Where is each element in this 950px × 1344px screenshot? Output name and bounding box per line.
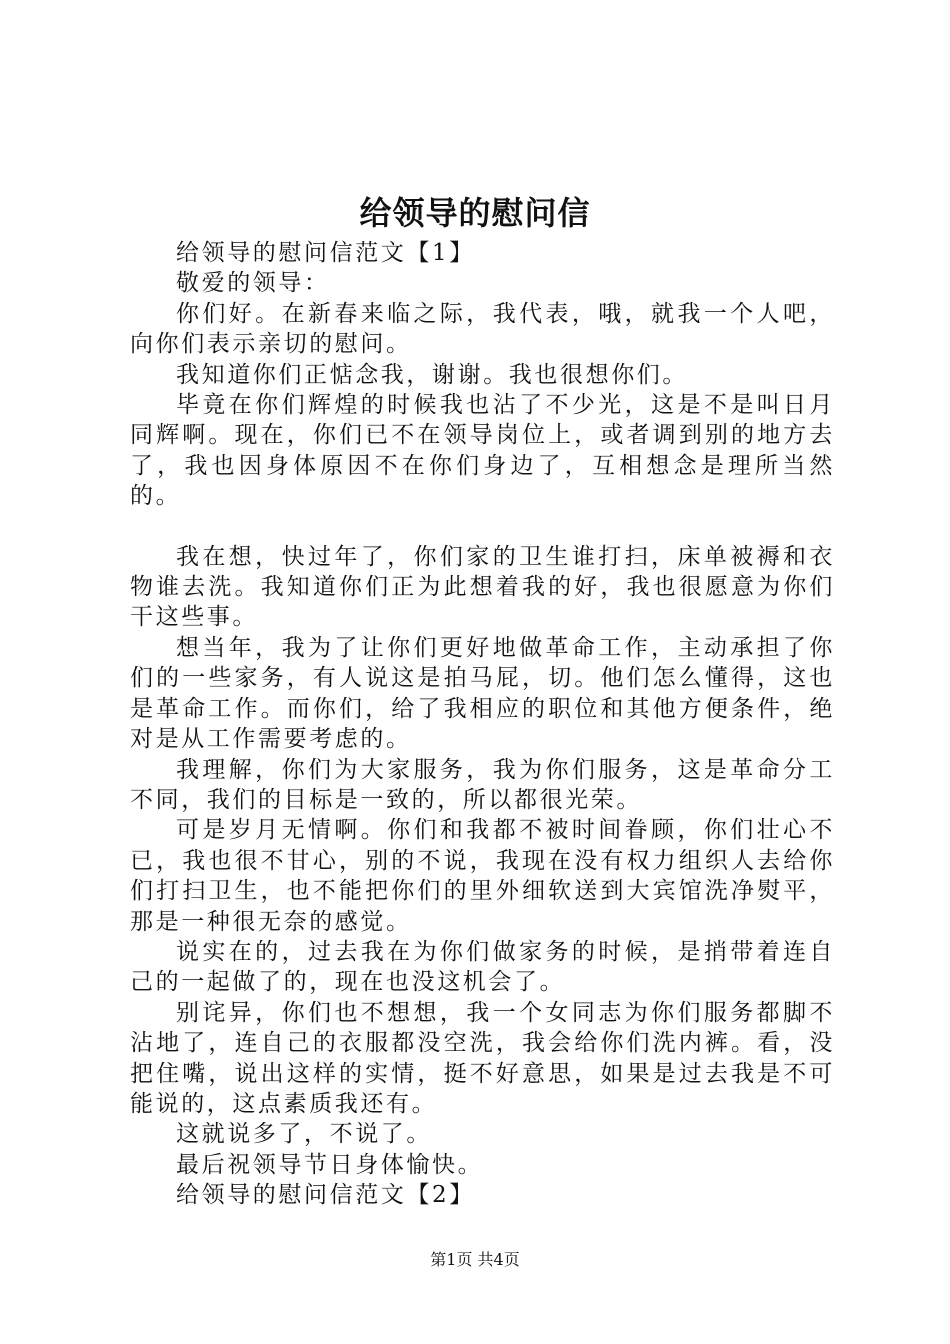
paragraph: 毕竟在你们辉煌的时候我也沾了不少光，这是不是叫日月同辉啊。现在，你们已不在领导岗位上，或者调到别的地方去了，我也因身体原因不在你们身边了，互相想念是理所当然的。 [130,392,835,510]
document-body [130,238,835,1211]
paragraph: 想当年，我为了让你们更好地做革命工作，主动承担了你们的一些家务，有人说这是拍马屁，切。他们怎么懂得，这也是革命工作。而你们，给了我相应的职位和其他方便条件，绝对是从工作需要考虑的。 [130,634,835,753]
paragraph: 这就说多了，不说了。 [176,1121,432,1148]
paragraph: 我理解，你们为大家服务，我为你们服务，这是革命分工不同，我们的目标是一致的，所以都很光荣。 [130,756,835,813]
paragraph: 别诧异，你们也不想想，我一个女同志为你们服务都脚不沾地了，连自己的衣服都没空洗，我会给你们洗内裤。看，没把住嘴，说出这样的实情，挺不好意思，如果是过去我是不可能说的，这点素质我还有。 [130,999,835,1117]
document-title: 给领导的慰问信 [359,194,591,232]
paragraph: 我在想，快过年了，你们家的卫生谁打扫，床单被褥和衣物谁去洗。我知道你们正为此想着我的好，我也很愿意为你们干这些事。 [130,543,835,631]
paragraph: 可是岁月无情啊。你们和我都不被时间眷顾，你们壮心不已，我也很不甘心，别的不说，我现在没有权力组织人去给你们打扫卫生，也不能把你们的里外细软送到大宾馆洗净熨平，那是一种很无奈的感觉。 [130,817,835,935]
section-heading-1: 给领导的慰问信范文【1】 [176,240,475,266]
paragraph: 你们好。在新春来临之际，我代表，哦，就我一个人吧，向你们表示亲切的慰问。 [130,300,835,358]
paragraph: 说实在的，过去我在为你们做家务的时候，是捎带着连自己的一起做了的，现在也没这机会了。 [130,938,835,996]
section-heading-2: 给领导的慰问信范文【2】 [176,1182,475,1209]
paragraph: 我知道你们正惦念我，谢谢。我也很想你们。 [176,361,688,388]
closing-wish: 最后祝领导节日身体愉快。 [176,1151,484,1178]
page-number-footer: 第1页 共4页 [430,1250,520,1269]
salutation: 敬爱的领导： [176,270,330,297]
